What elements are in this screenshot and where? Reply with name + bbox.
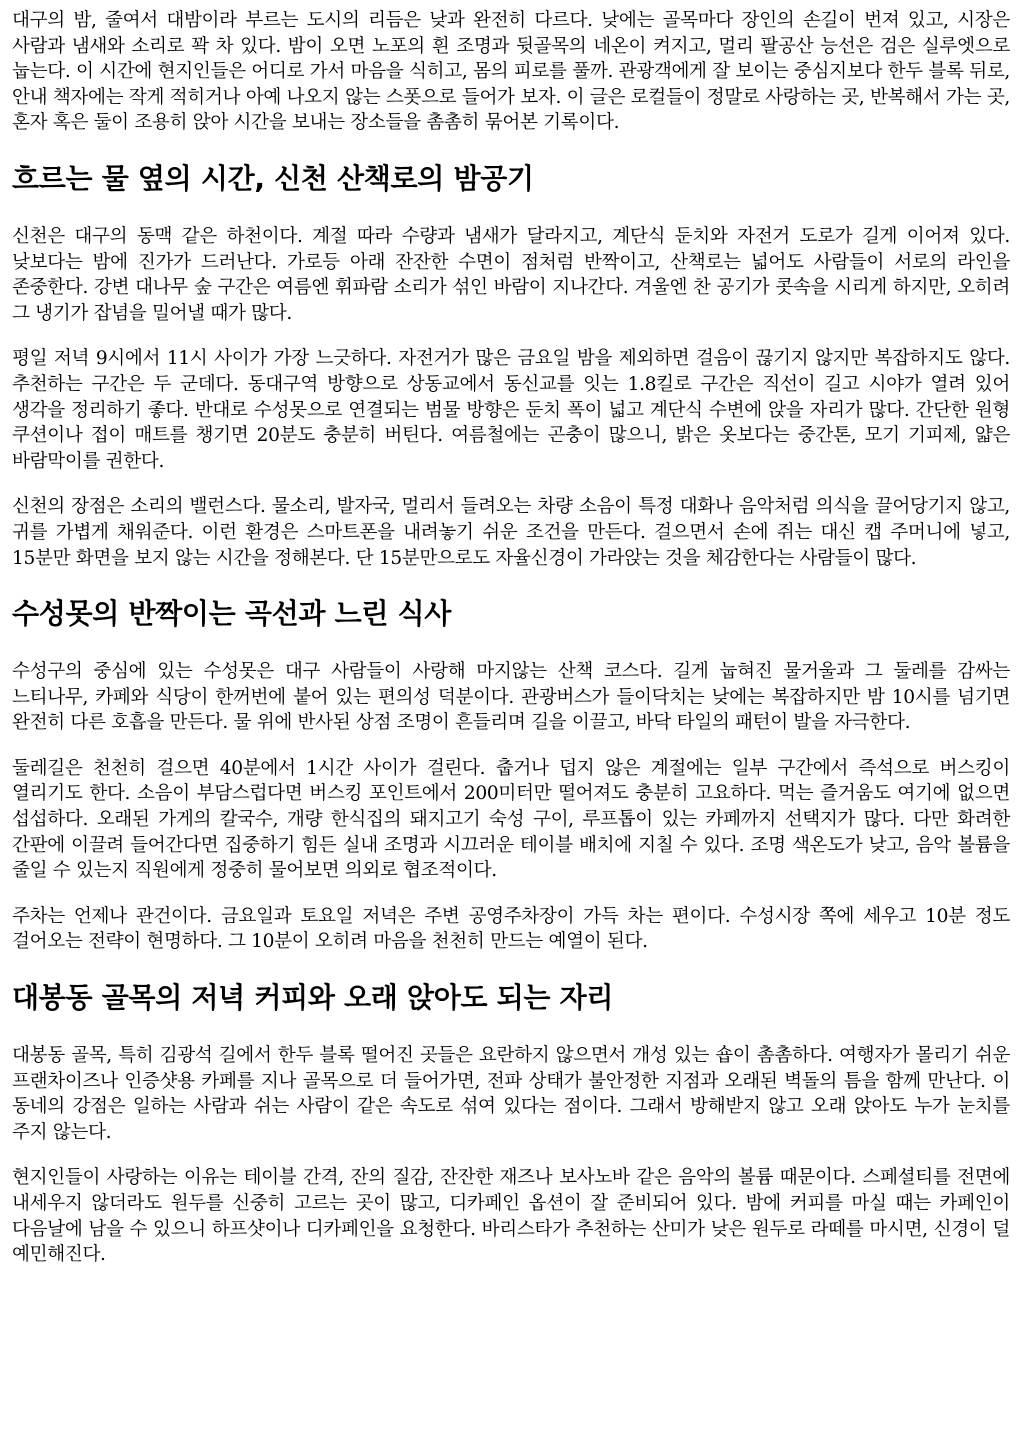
section-daebong (12, 981, 1010, 1268)
section-sincheon (12, 162, 1010, 571)
section-suseongmot (12, 597, 1010, 955)
body-paragraph: 주차는 언제나 관건이다. 금요일과 토요일 저녁은 주변 공영주차장이 가득 차는 편이다. 수성시장 쪽에 세우고 10분 정도 걸어오는 전략이 현명하다. 그 10분이 오히려 마음을 천천히 만드는 예열이 된다. (12, 905, 1010, 953)
body-paragraph: 대봉동 골목, 특히 김광석 길에서 한두 블록 떨어진 곳들은 요란하지 않으면서 개성 있는 숍이 촘촘하다. 여행자가 몰리기 쉬운 프랜차이즈나 인증샷용 카페를 지나 골목으로 더 들어가면, 전파 상태가 불안정한 지점과 오래된 벽돌의 틈을 함께 만난다. 이 동네의 강점은 일하는 사람과 쉬는 사람이 같은 속도로 섞여 있다는 점이다. 그래서 방해받지 않고 오래 앉아도 누가 눈치를 주지 않는다. (12, 1045, 1010, 1143)
section-heading: 흐르는 물 옆의 시간, 신천 산책로의 밤공기 (12, 161, 534, 195)
body-paragraph: 현지인들이 사랑하는 이유는 테이블 간격, 잔의 질감, 잔잔한 재즈나 보사노바 같은 음악의 볼륨 때문이다. 스페셜티를 전면에 내세우지 않더라도 원두를 신중히 고르는 곳이 많고, 디카페인 옵션이 잘 준비되어 있다. 밤에 커피를 마실 때는 카페인이 다음날에 남을 수 있으니 하프샷이나 디카페인을 요청한다. 바리스타가 추천하는 산미가 낮은 원두로 라떼를 마시면, 신경이 덜 예민해진다. (12, 1167, 1010, 1266)
body-paragraph: 신천의 장점은 소리의 밸런스다. 물소리, 발자국, 멀리서 들려오는 차량 소음이 특정 대화나 음악처럼 의식을 끌어당기지 않고, 귀를 가볍게 채워준다. 이런 환경은 스마트폰을 내려놓기 쉬운 조건을 만든다. 걸으면서 손에 쥐는 대신 캡 주머니에 넣고, 15분만 화면을 보지 않는 시간을 정해본다. 단 15분만으로도 자율신경이 가라앉는 것을 체감한다는 사람들이 많다. (12, 496, 1010, 569)
intro-paragraph: 대구의 밤, 줄여서 대밤이라 부르는 도시의 리듬은 낮과 완전히 다르다. 낮에는 골목마다 장인의 손길이 번져 있고, 시장은 사람과 냄새와 소리로 꽉 차 있다. 밤이 오면 노포의 흰 조명과 뒷골목의 네온이 켜지고, 멀리 팔공산 능선은 검은 실루엣으로 눕는다. 이 시간에 현지인들은 어디로 가서 마음을 식히고, 몸의 피로를 풀까. 관광객에게 잘 보이는 중심지보다 한두 블록 뒤로, 안내 책자에는 작게 적히거나 아예 나오지 않는 스폿으로 들어가 보자. 이 글은 로컬들이 정말로 사랑하는 곳, 반복해서 가는 곳, 혼자 혹은 둘이 조용히 앉아 시간을 보내는 장소들을 촘촘히 묶어본 기록이다. (12, 10, 1010, 134)
body-paragraph: 수성구의 중심에 있는 수성못은 대구 사람들이 사랑해 마지않는 산책 코스다. 길게 눕혀진 물거울과 그 둘레를 감싸는 느티나무, 카페와 식당이 한꺼번에 붙어 있는 편의성 덕분이다. 관광버스가 들이닥치는 낮에는 복잡하지만 밤 10시를 넘기면 완전히 다른 호흡을 만든다. 물 위에 반사된 상점 조명이 흔들리며 길을 이끌고, 바닥 타일의 패턴이 발을 자극한다. (12, 661, 1010, 734)
section-heading: 대봉동 골목의 저녁 커피와 오래 앉아도 되는 자리 (12, 981, 614, 1015)
body-paragraph: 평일 저녁 9시에서 11시 사이가 가장 느긋하다. 자전거가 많은 금요일 밤을 제외하면 걸음이 끊기지 않지만 복잡하지도 않다. 추천하는 구간은 두 군데다. 동대구역 방향으로 상동교에서 동신교를 잇는 1.8킬로 구간은 직선이 길고 시야가 열려 있어 생각을 정리하기 좋다. 반대로 수성못으로 연결되는 범물 방향은 둔치 폭이 넓고 계단식 수변에 앉을 자리가 많다. 간단한 원형 쿠션이나 접이 매트를 챙기면 20분도 충분히 버틴다. 여름철에는 곤충이 많으니, 밝은 옷보다는 중간톤, 모기 기피제, 얇은 바람막이를 권한다. (12, 348, 1010, 472)
section-heading: 수성못의 반짝이는 곡선과 느린 식사 (12, 597, 452, 631)
body-paragraph: 둘레길은 천천히 걸으면 40분에서 1시간 사이가 걸린다. 춥거나 덥지 않은 계절에는 일부 구간에서 즉석으로 버스킹이 열리기도 한다. 소음이 부담스럽다면 버스킹 포인트에서 200미터만 떨어져도 충분히 고요하다. 먹는 즐거움도 여기에 없으면 섭섭하다. 오래된 가게의 칼국수, 개량 한식집의 돼지고기 숙성 구이, 루프톱이 있는 카페까지 선택지가 많다. 다만 화려한 간판에 이끌려 들어간다면 집중하기 힘든 실내 조명과 시끄러운 테이블 배치에 지칠 수 있다. 조명 색온도가 낮고, 음악 볼륨을 줄일 수 있는지 직원에게 정중히 물어보면 의외로 협조적이다. (12, 757, 1010, 882)
body-paragraph: 신천은 대구의 동맥 같은 하천이다. 계절 따라 수량과 냄새가 달라지고, 계단식 둔치와 자전거 도로가 길게 이어져 있다. 낮보다는 밤에 진가가 드러난다. 가로등 아래 잔잔한 수면이 점처럼 반짝이고, 산책로는 넓어도 사람들이 서로의 라인을 존중한다. 강변 대나무 숲 구간은 여름엔 휘파람 소리가 섞인 바람이 지나간다. 겨울엔 찬 공기가 콧속을 시리게 하지만, 오히려 그 냉기가 잡념을 밀어낼 때가 많다. (12, 225, 1010, 324)
